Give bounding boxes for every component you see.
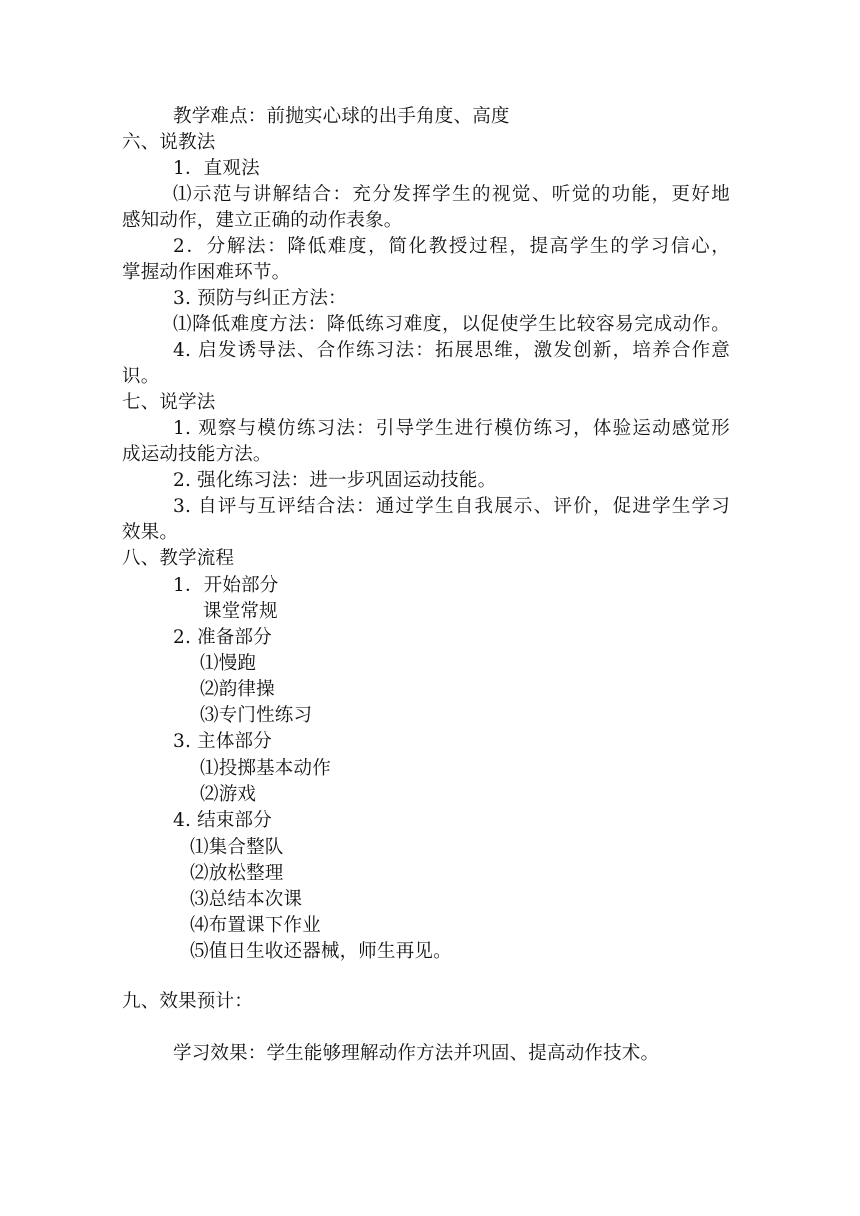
- method-1-heading: 1．直观法: [173, 158, 260, 179]
- method-2-line-2: 掌握动作困难环节。: [122, 262, 291, 283]
- flow-part-4-heading: 4. 结束部分: [173, 810, 272, 831]
- learning-method-2: 2. 强化练习法：进一步巩固运动技能。: [173, 470, 497, 491]
- learning-effect-line: 学习效果：学生能够理解动作方法并巩固、提高动作技术。: [173, 1043, 660, 1064]
- flow-part-1-item: 课堂常规: [203, 601, 278, 622]
- method-1-item-line-1: ⑴示范与讲解结合：充分发挥学生的视觉、听觉的功能，更好地: [173, 184, 730, 205]
- method-3-heading: 3. 预防与纠正方法：: [173, 288, 347, 309]
- section-7-heading: 七、说学法: [122, 392, 216, 413]
- learning-method-1-line-2: 成运动技能方法。: [122, 444, 272, 465]
- method-1-item-line-2: 感知动作，建立正确的动作表象。: [122, 210, 403, 231]
- flow-part-3-item-2: ⑵游戏: [200, 784, 257, 805]
- flow-part-2-heading: 2. 准备部分: [173, 627, 272, 648]
- learning-method-3-line-1: 3. 自评与互评结合法：通过学生自我展示、评价，促进学生学习: [173, 496, 730, 517]
- section-9-heading: 九、效果预计：: [122, 991, 253, 1012]
- learning-method-1-line-1: 1. 观察与模仿练习法：引导学生进行模仿练习，体验运动感觉形: [173, 418, 730, 439]
- flow-part-2-item-1: ⑴慢跑: [200, 653, 257, 674]
- flow-part-4-item-2: ⑵放松整理: [190, 863, 284, 884]
- method-2-line-1: 2．分解法：降低难度，简化教授过程，提高学生的学习信心，: [173, 236, 730, 257]
- section-8-heading: 八、教学流程: [122, 548, 235, 569]
- teaching-difficulty-line: 教学难点：前抛实心球的出手角度、高度: [173, 106, 510, 127]
- learning-method-3-line-2: 效果。: [122, 522, 179, 543]
- flow-part-3-item-1: ⑴投掷基本动作: [200, 758, 331, 779]
- flow-part-1-heading: 1．开始部分: [173, 575, 279, 596]
- method-3-item: ⑴降低难度方法：降低练习难度，以促使学生比较容易完成动作。: [173, 314, 730, 335]
- flow-part-3-heading: 3. 主体部分: [173, 731, 272, 752]
- flow-part-4-item-3: ⑶总结本次课: [190, 889, 303, 910]
- flow-part-2-item-2: ⑵韵律操: [200, 679, 275, 700]
- flow-part-4-item-4: ⑷布置课下作业: [190, 915, 321, 936]
- section-6-heading: 六、说教法: [122, 132, 216, 153]
- flow-part-4-item-1: ⑴集合整队: [190, 837, 284, 858]
- flow-part-2-item-3: ⑶专门性练习: [200, 705, 313, 726]
- flow-part-4-item-5: ⑸值日生收还器械，师生再见。: [190, 941, 452, 962]
- method-4-line-2: 识。: [122, 366, 160, 387]
- method-4-line-1: 4. 启发诱导法、合作练习法：拓展思维，激发创新，培养合作意: [173, 340, 730, 361]
